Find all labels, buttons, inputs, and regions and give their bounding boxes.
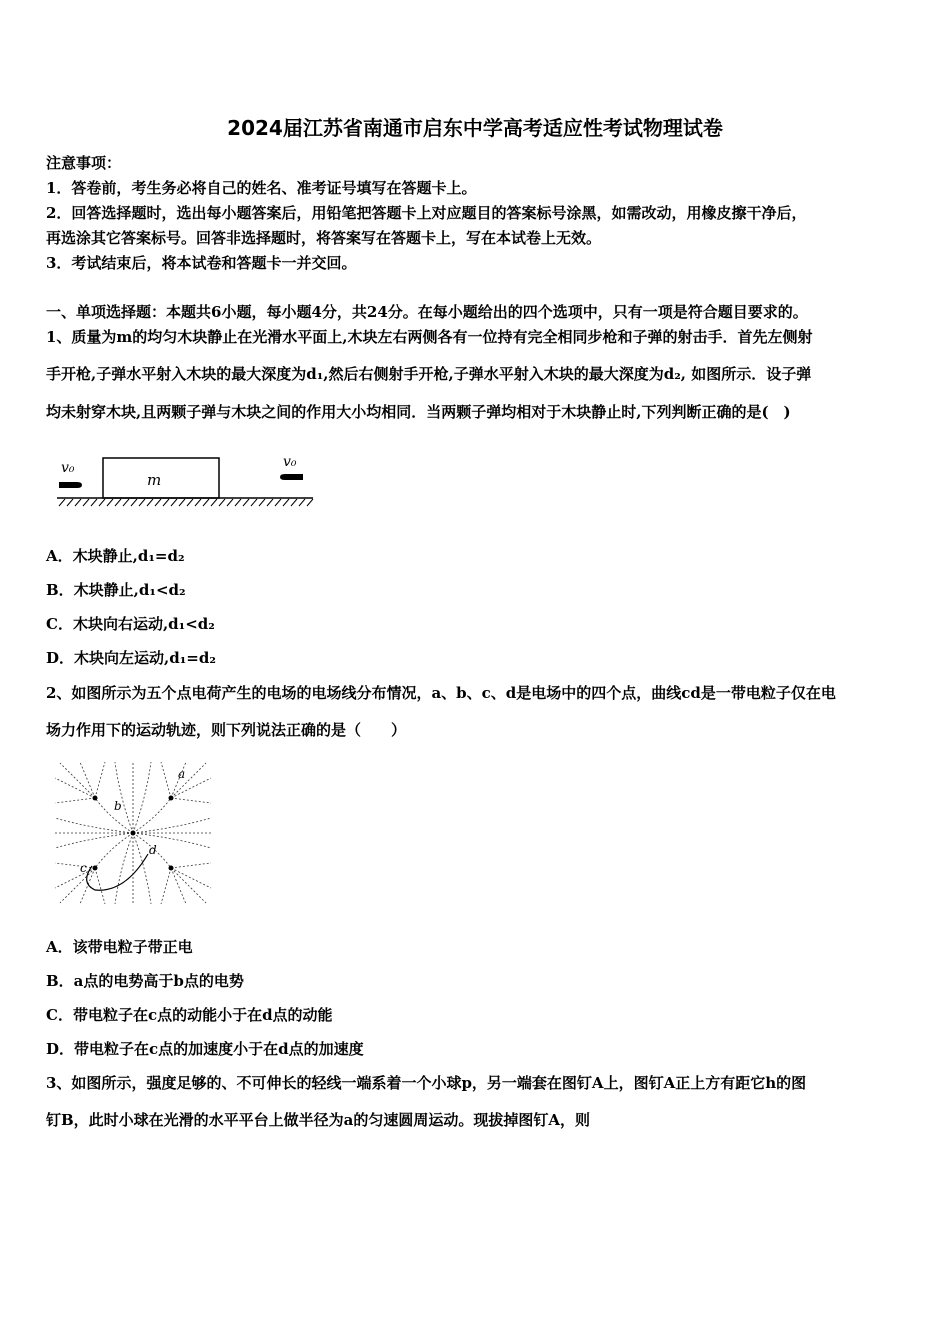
q1-text: 均未射穿木块,且两颗子弹与木块之间的作用大小均相同．当两颗子弹均相对于木块静止时,下列判断正确的是( ) [46,403,791,421]
right-velocity-label: v₀ [283,454,297,470]
point-b-label: b [114,799,122,813]
point-a-label: a [178,767,186,781]
q1-option-d[interactable]: D．木块向左运动,d₁=d₂ [46,649,216,667]
q2-text: 场力作用下的运动轨迹，则下列说法正确的是（ ） [46,721,407,739]
point-c-label: c [80,861,87,875]
left-bullet [59,482,82,488]
right-bullet [280,474,303,480]
q2-figure [50,758,216,908]
notice-item: 再选涂其它答案标号。回答非选择题时，将答案写在答题卡上，写在本试卷上无效。 [46,229,602,247]
block-label: m [147,471,162,489]
left-velocity-label: v₀ [61,460,75,476]
notice-item: 2．回答选择题时，选出每小题答案后，用铅笔把答题卡上对应题目的答案标号涂黑，如需改动，用橡皮擦干净后， [46,204,807,222]
q3-text: 钉B，此时小球在光滑的水平平台上做半径为a的匀速圆周运动。现拔掉图钉A，则 [46,1111,591,1129]
q2-option-d[interactable]: D．带电粒子在c点的加速度小于在d点的加速度 [46,1040,364,1058]
notice-item: 3．考试结束后，将本试卷和答题卡一并交回。 [46,254,357,272]
ground-hatch [59,499,313,506]
notice-heading: 注意事项： [46,154,122,172]
notice-item: 1．答卷前，考生务必将自己的姓名、准考证号填写在答题卡上。 [46,179,477,197]
exam-title: 2024届江苏省南通市启东中学高考适应性考试物理试卷 [227,116,723,140]
point-d-label: d [149,843,157,857]
q2-text: 2、如图所示为五个点电荷产生的电场的电场线分布情况，a、b、c、d是电场中的四个点，曲线cd是一带电粒子仅在电 [46,684,836,702]
q2-option-c[interactable]: C．带电粒子在c点的动能小于在d点的动能 [46,1006,333,1024]
q3-text: 3、如图所示，强度足够的、不可伸长的轻线一端系着一个小球p，另一端套在图钉A上，图钉A正上方有距它h的图 [46,1074,807,1092]
q1-figure [55,448,315,510]
q1-option-a[interactable]: A．木块静止,d₁=d₂ [46,547,185,565]
section-heading: 一、单项选择题：本题共6小题，每小题4分，共24分。在每小题给出的四个选项中，只有一项是符合题目要求的。 [46,303,808,321]
q2-option-a[interactable]: A．该带电粒子带正电 [46,938,193,956]
q1-option-b[interactable]: B．木块静止,d₁<d₂ [46,581,186,599]
q1-text: 手开枪,子弹水平射入木块的最大深度为d₁,然后右侧射手开枪,子弹水平射入木块的最大深度为d₂, 如图所示．设子弹 [46,365,812,383]
q1-option-c[interactable]: C．木块向右运动,d₁<d₂ [46,615,215,633]
q2-option-b[interactable]: B．a点的电势高于b点的电势 [46,972,244,990]
q1-text: 1、质量为m的均匀木块静止在光滑水平面上,木块左右两侧各有一位持有完全相同步枪和子弹的射击手．首先左侧射 [46,328,813,346]
